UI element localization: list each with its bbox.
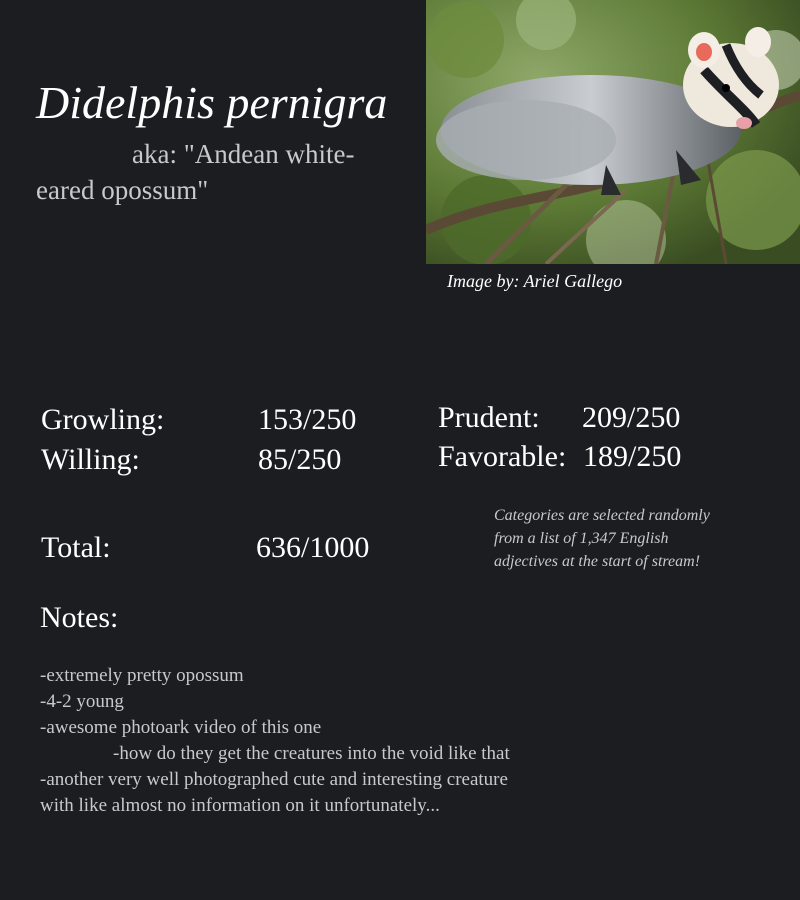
stat-favorable-value: 189/250 (583, 440, 682, 473)
stat-willing-value: 85/250 (258, 443, 342, 476)
stat-prudent-label: Prudent: (438, 401, 540, 434)
species-scientific-name: Didelphis pernigra (36, 77, 388, 128)
note-item: -another very well photographed cute and interesting creature with like almost no information on it unfortunately... (40, 769, 508, 816)
stat-growling-label: Growling: (41, 403, 165, 436)
stat-favorable-label: Favorable: (438, 440, 567, 473)
stat-total-value: 636/1000 (256, 531, 370, 564)
stat-growling-value: 153/250 (258, 403, 357, 436)
stat-willing-label: Willing: (41, 443, 140, 476)
opossum-photo (426, 0, 800, 264)
notes-heading: Notes: (40, 601, 119, 634)
note-item: -extremely pretty opossum (40, 665, 244, 686)
notes-list (40, 663, 510, 819)
stat-prudent-value: 209/250 (582, 401, 681, 434)
photo-credit: Image by: Ariel Gallego (447, 271, 623, 291)
note-item: -how do they get the creatures into the void like that (113, 743, 510, 764)
species-common-name: aka: "Andean white-eared opossum" (36, 139, 355, 205)
note-item: -awesome photoark video of this one (40, 717, 322, 738)
stat-total-label: Total: (41, 531, 111, 564)
note-item: -4-2 young (40, 691, 124, 712)
categories-note: Categories are selected randomly from a list of 1,347 English adjectives at the start of stream! (494, 507, 710, 570)
